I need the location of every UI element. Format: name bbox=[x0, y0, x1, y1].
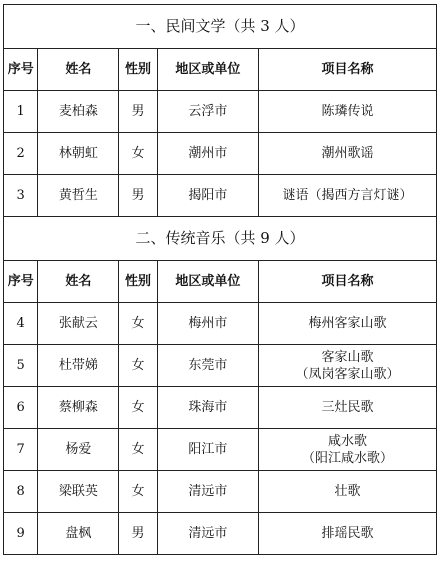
cell-region: 清远市 bbox=[157, 471, 258, 513]
cell-name: 蔡柳森 bbox=[38, 387, 119, 429]
cell-gender: 男 bbox=[119, 513, 157, 555]
cell-project: 排瑶民歌 bbox=[258, 513, 436, 555]
cell-no: 7 bbox=[4, 429, 38, 471]
header-project: 项目名称 bbox=[258, 261, 436, 303]
cell-gender: 男 bbox=[119, 91, 157, 133]
project-name-line1: 客家山歌 bbox=[321, 349, 374, 365]
cell-region: 清远市 bbox=[157, 513, 258, 555]
cell-project: 潮州歌谣 bbox=[258, 133, 436, 175]
cell-region: 揭阳市 bbox=[157, 175, 258, 217]
cell-name: 梁联英 bbox=[38, 471, 119, 513]
table-row bbox=[4, 345, 437, 387]
header-region: 地区或单位 bbox=[157, 261, 258, 303]
header-gender: 性别 bbox=[119, 49, 157, 91]
section-title: 二、传统音乐（共 9 人） bbox=[4, 217, 437, 261]
cell-no: 8 bbox=[4, 471, 38, 513]
cell-project bbox=[258, 345, 436, 387]
header-project: 项目名称 bbox=[258, 49, 436, 91]
cell-gender: 女 bbox=[119, 133, 157, 175]
cell-name: 张献云 bbox=[38, 303, 119, 345]
section-title-row bbox=[4, 5, 437, 49]
inheritor-table bbox=[3, 4, 437, 555]
cell-project: 陈璘传说 bbox=[258, 91, 436, 133]
cell-region: 东莞市 bbox=[157, 345, 258, 387]
table-row bbox=[4, 429, 437, 471]
cell-no: 3 bbox=[4, 175, 38, 217]
cell-gender: 男 bbox=[119, 175, 157, 217]
header-no: 序号 bbox=[4, 49, 38, 91]
cell-region: 梅州市 bbox=[157, 303, 258, 345]
project-name-line1: 咸水歌 bbox=[327, 433, 367, 449]
header-no: 序号 bbox=[4, 261, 38, 303]
cell-name: 林朝虹 bbox=[38, 133, 119, 175]
cell-region: 云浮市 bbox=[157, 91, 258, 133]
cell-project: 壮歌 bbox=[258, 471, 436, 513]
cell-project: 谜语（揭西方言灯谜） bbox=[258, 175, 436, 217]
header-gender: 性别 bbox=[119, 261, 157, 303]
cell-gender: 女 bbox=[119, 429, 157, 471]
cell-name: 盘枫 bbox=[38, 513, 119, 555]
cell-no: 2 bbox=[4, 133, 38, 175]
cell-gender: 女 bbox=[119, 345, 157, 387]
table-row bbox=[4, 91, 437, 133]
cell-name: 杨爱 bbox=[38, 429, 119, 471]
header-row bbox=[4, 49, 437, 91]
header-row bbox=[4, 261, 437, 303]
cell-region: 阳江市 bbox=[157, 429, 258, 471]
section-title: 一、民间文学（共 3 人） bbox=[4, 5, 437, 49]
cell-gender: 女 bbox=[119, 471, 157, 513]
cell-no: 1 bbox=[4, 91, 38, 133]
cell-region: 珠海市 bbox=[157, 387, 258, 429]
header-name: 姓名 bbox=[38, 49, 119, 91]
cell-region: 潮州市 bbox=[157, 133, 258, 175]
table-row bbox=[4, 513, 437, 555]
cell-gender: 女 bbox=[119, 387, 157, 429]
cell-project: 三灶民歌 bbox=[258, 387, 436, 429]
cell-name: 杜带娣 bbox=[38, 345, 119, 387]
header-region: 地区或单位 bbox=[157, 49, 258, 91]
project-name-line2: （凤岗客家山歌） bbox=[295, 366, 400, 382]
cell-name: 麦柏森 bbox=[38, 91, 119, 133]
cell-name: 黄哲生 bbox=[38, 175, 119, 217]
section-title-row bbox=[4, 217, 437, 261]
table-row bbox=[4, 387, 437, 429]
cell-no: 9 bbox=[4, 513, 38, 555]
cell-gender: 女 bbox=[119, 303, 157, 345]
cell-project bbox=[258, 429, 436, 471]
cell-project: 梅州客家山歌 bbox=[258, 303, 436, 345]
cell-no: 4 bbox=[4, 303, 38, 345]
table-row bbox=[4, 133, 437, 175]
table-row bbox=[4, 175, 437, 217]
project-name-line2: （阳江咸水歌） bbox=[301, 450, 393, 466]
cell-no: 6 bbox=[4, 387, 38, 429]
table-row bbox=[4, 303, 437, 345]
header-name: 姓名 bbox=[38, 261, 119, 303]
cell-no: 5 bbox=[4, 345, 38, 387]
table-row bbox=[4, 471, 437, 513]
